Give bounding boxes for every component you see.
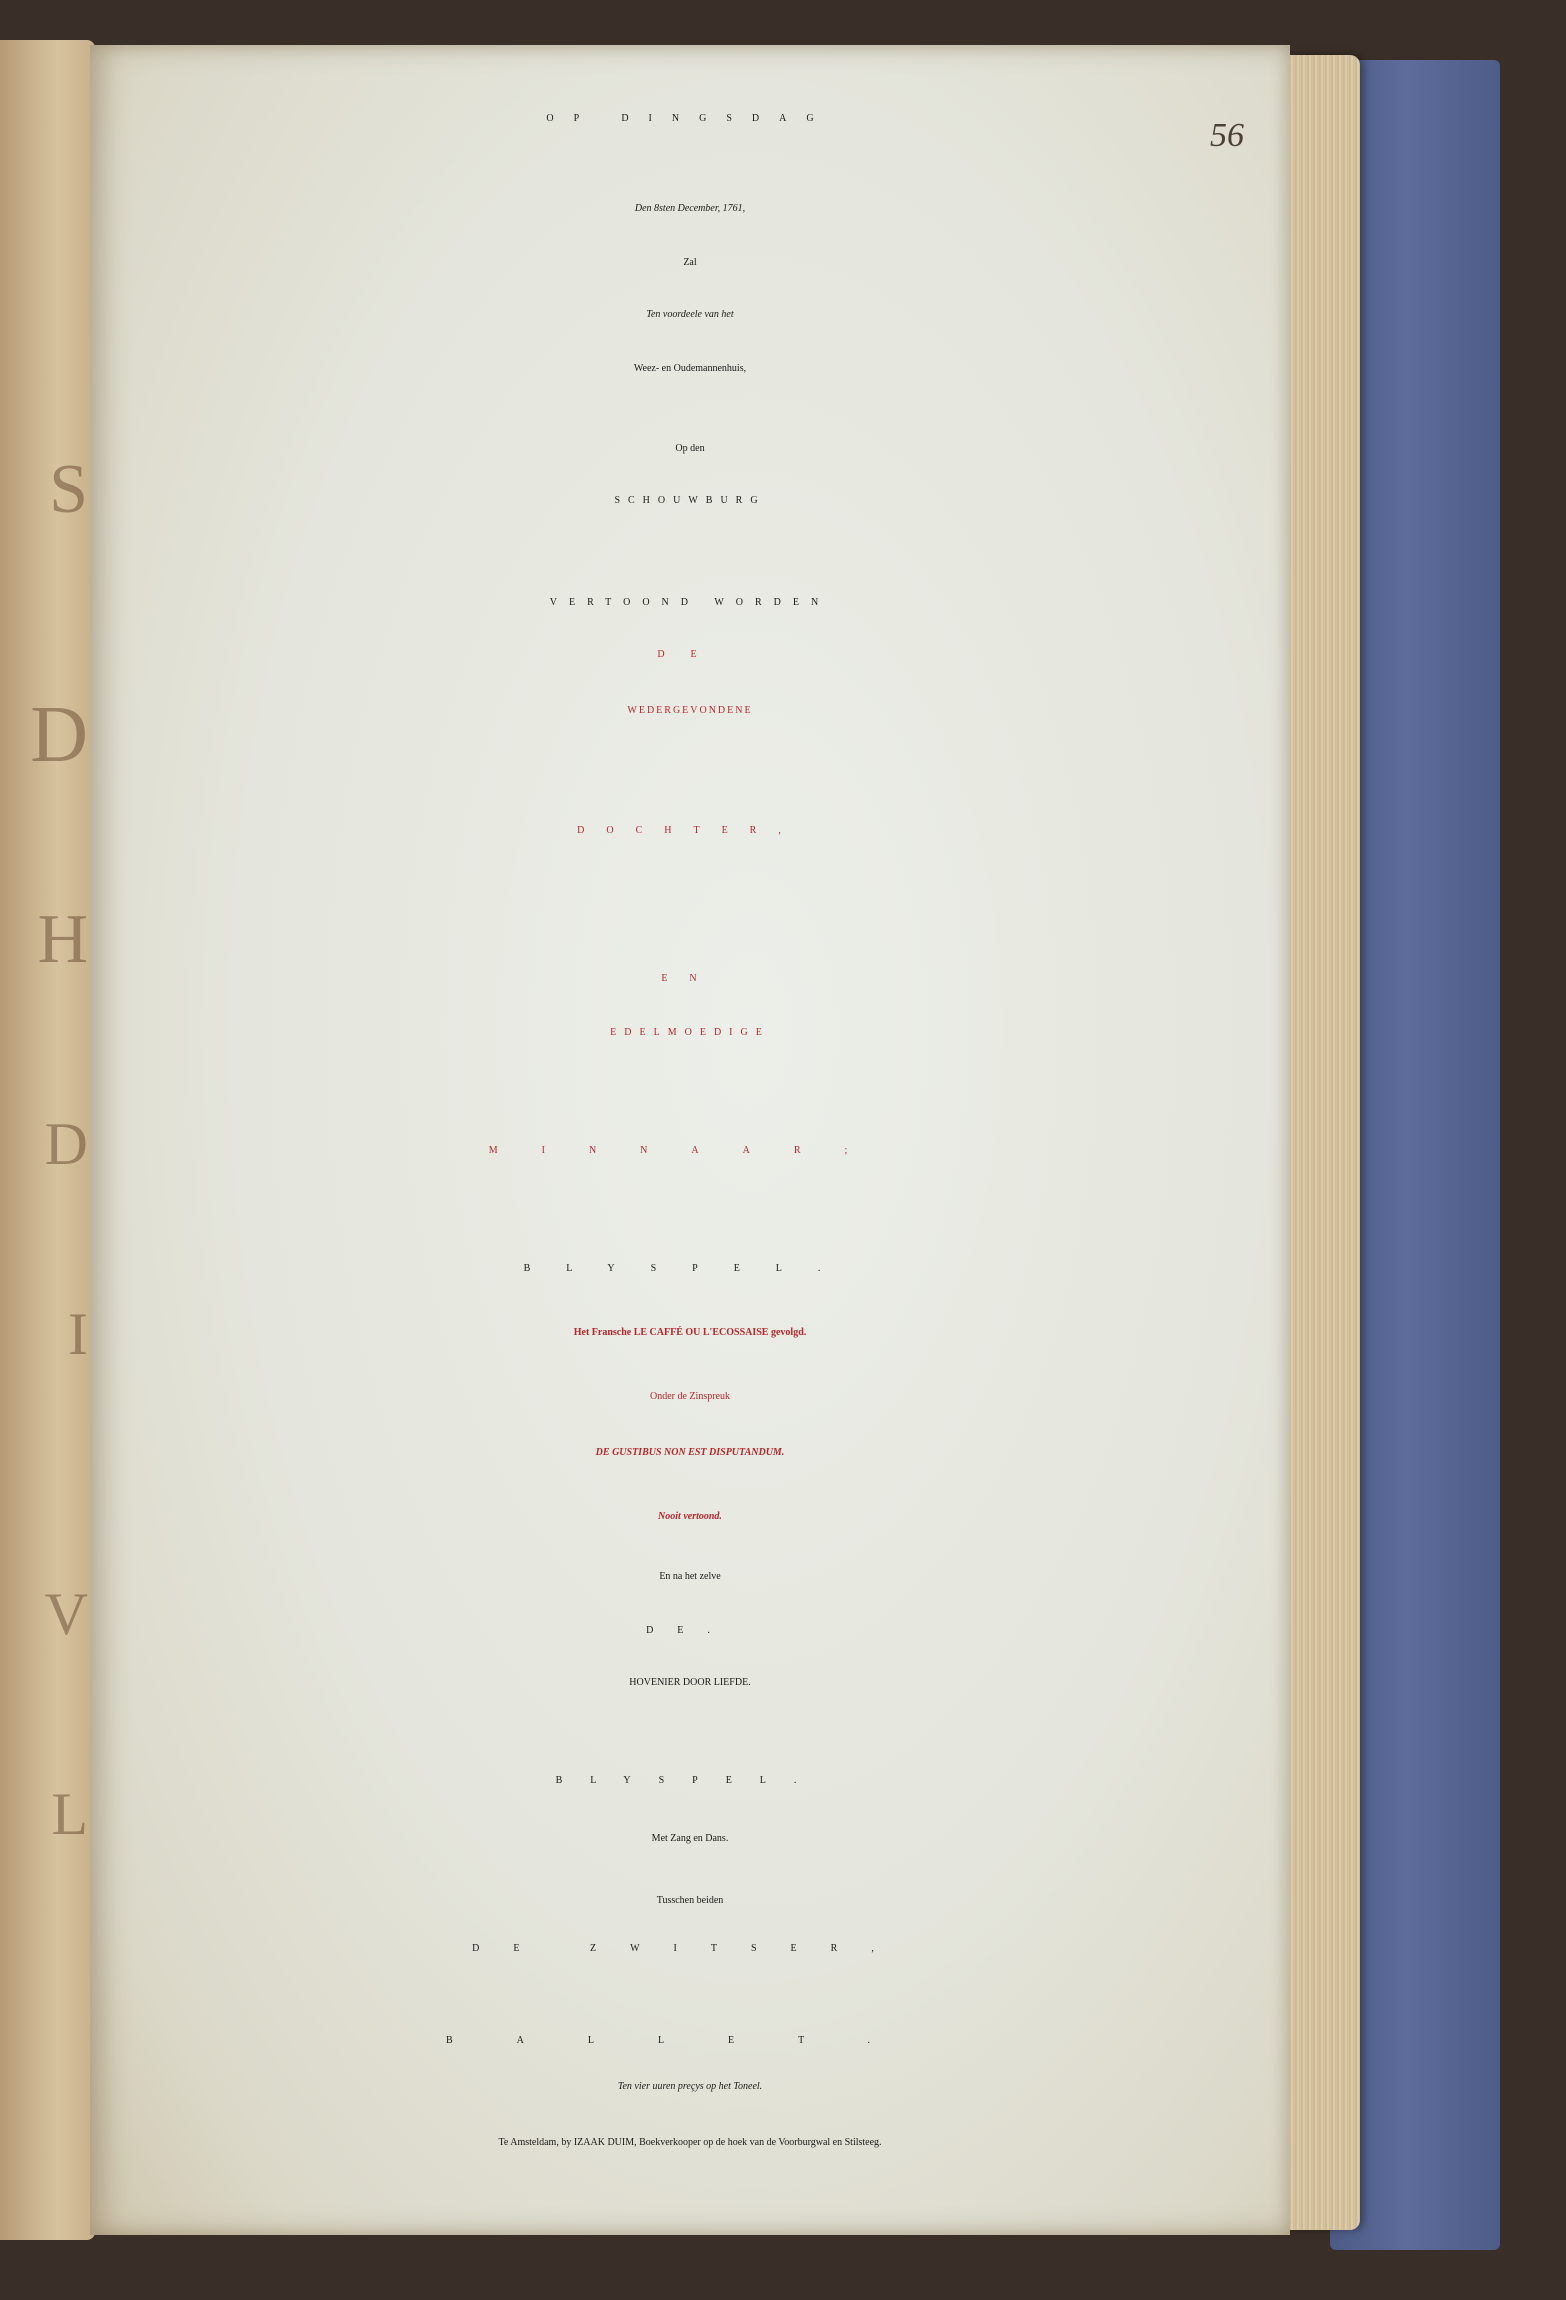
date-line: Den 8sten December, 1761, <box>634 203 746 214</box>
genre-line-1: BLYSPEL. <box>523 1263 857 1274</box>
heading-day: OP DINGSDAG <box>546 113 834 124</box>
play-title-line-2: DOCHTER, <box>577 825 803 836</box>
start-time-line: Ten vier uuren preçys op het Toneel. <box>617 2081 763 2092</box>
second-title-article: DE. <box>646 1625 734 1636</box>
benefit-line: Ten voordeele van het <box>646 309 734 320</box>
op-den-line: Op den <box>675 443 705 454</box>
song-dance-line: Met Zang en Dans. <box>651 1833 729 1844</box>
shown-line: VERTOOND WORDEN <box>549 597 831 608</box>
play-title-line-1: WEDERGEVONDENE <box>627 705 753 716</box>
imprint-line: Te Amsteldam, by IZAAK DUIM, Boekverkooper op de hoek van de Voorburgwal en Stilsteeg. <box>498 2137 882 2148</box>
afterwards-line: En na het zelve <box>659 1571 721 1582</box>
left-page-edge <box>0 40 95 2240</box>
genre-line-2: BLYSPEL. <box>555 1775 825 1786</box>
between-line: Tusschen beiden <box>656 1895 724 1906</box>
never-shown-line: Nooit vertoond. <box>658 1511 722 1522</box>
second-play-title: HOVENIER DOOR LIEFDE. <box>629 1677 751 1688</box>
orphanage-line: Weez- en Oudemannenhuis, <box>633 363 747 374</box>
theatre-heading: SCHOUWBURG <box>614 495 766 506</box>
ballet-title: DE ZWITSER, <box>472 1943 908 1954</box>
title-conjunction: EN <box>661 973 719 984</box>
left-page-bleed-text: S D H D I V L <box>30 451 88 1847</box>
motto-intro: Onder de Zinspreuk <box>650 1391 730 1402</box>
page-number: 56 <box>1210 117 1244 154</box>
motto-line: DE GUSTIBUS NON EST DISPUTANDUM. <box>595 1447 785 1458</box>
play-title-line-4: MINNAAR; <box>488 1145 892 1156</box>
playbill-page <box>90 45 1290 2235</box>
source-line: Het Fransche LE CAFFÉ OU L'ECOSSAISE gevolgd. <box>573 1327 807 1338</box>
ballet-line: BALLET. <box>445 2035 935 2046</box>
play-title-line-3: EDELMOEDIGE <box>610 1027 770 1038</box>
zal-line: Zal <box>683 257 697 268</box>
title-article: DE <box>657 649 723 660</box>
